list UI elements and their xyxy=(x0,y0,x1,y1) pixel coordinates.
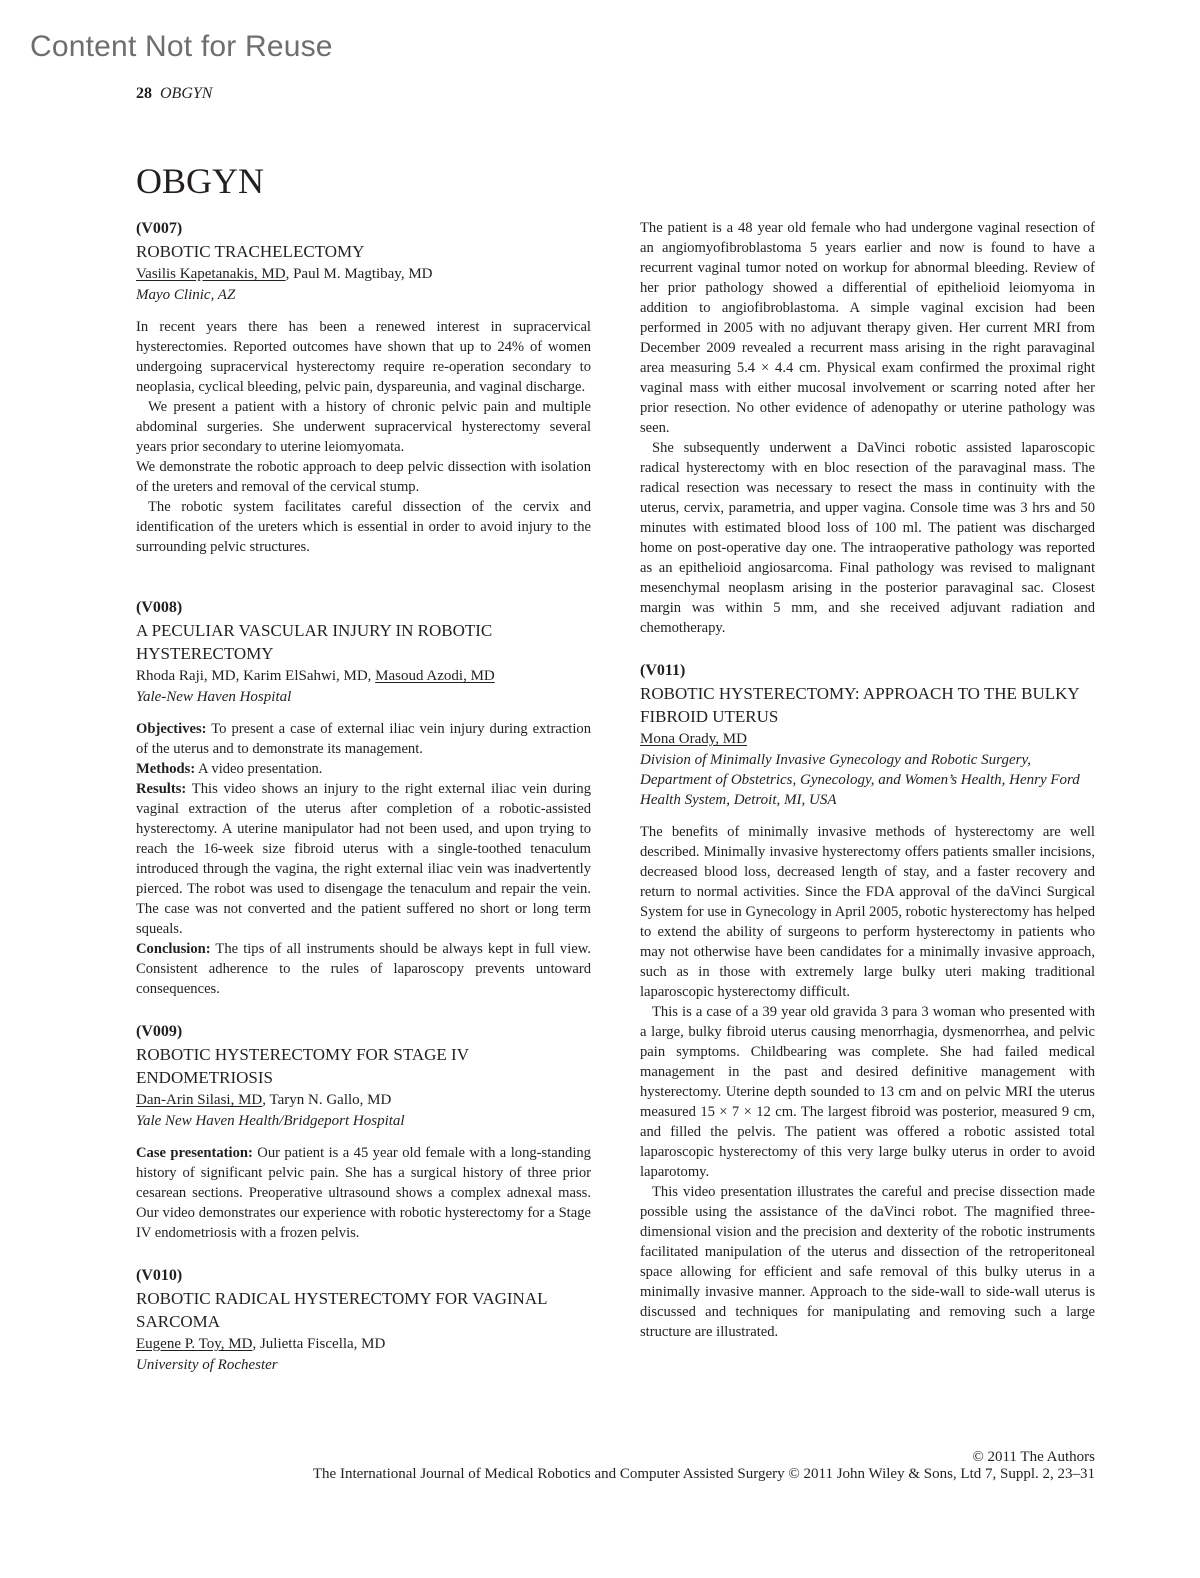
presenting-author: Masoud Azodi, MD xyxy=(375,668,495,684)
presenting-author: Mona Orady, MD xyxy=(640,731,747,747)
paragraph: We demonstrate the robotic approach to deep pelvic dissection with isolation of the ureters and removal of the cervical stump. xyxy=(136,459,591,495)
abstract-v008 xyxy=(136,597,591,999)
section-text: Our patient is a 45 year old female with a long-standing history of significant pelvic pain. She has a surgical history of three prior cesarean sections. Preoperative ultrasound shows a complex adnexal mass. Our video demonstrates our experience with robotic hysterectomy for a Stage IV endometriosis with a frozen pelvis. xyxy=(136,1145,591,1241)
paragraph: In recent years there has been a renewed interest in supracervical hysterectomies. Reported outcomes have shown that up to 24% of women undergoing supracervical hysterectomy require re-operation secondary to neoplasia, cyclical bleeding, pelvic pain, dyspareunia, and vaginal discharge. xyxy=(136,319,591,395)
presenting-author: Eugene P. Toy, MD xyxy=(136,1336,253,1352)
watermark: Content Not for Reuse xyxy=(30,30,333,63)
abstract-code: (V007) xyxy=(136,220,183,237)
paragraph: This is a case of a 39 year old gravida 3 para 3 woman who presented with a large, bulky fibroid uterus causing menorrhagia, dysmenorrhea, and pelvic pain symptoms. Childbearing was complete. She had failed medical management in the past and desired definitive management with hysterectomy. Uterine depth sounded to 13 cm and on pelvic MRI the uterus measured 15 × 7 × 12 cm. The largest fibroid was posterior, measured 9 cm, and filled the pelvis. The patient was offered a robotic assisted total laparoscopic hysterectomy of this very large bulky uterus in order to avoid laparotomy. xyxy=(640,1004,1095,1180)
co-authors: Rhoda Raji, MD, Karim ElSahwi, MD, xyxy=(136,668,376,684)
abstract-affiliation: Yale New Haven Health/Bridgeport Hospital xyxy=(136,1113,405,1129)
section-label: Results: xyxy=(136,781,187,797)
co-authors: , Taryn N. Gallo, MD xyxy=(262,1092,392,1108)
abstract-v011 xyxy=(640,660,1095,1342)
section-label: Objectives: xyxy=(136,721,207,737)
abstract-affiliation: Division of Minimally Invasive Gynecology and Robotic Surgery, Department of Obstetrics, Gynecology, and Women’s Health, Henry Ford Health System, Detroit, MI, USA xyxy=(640,752,1080,808)
paragraph: The patient is a 48 year old female who had undergone vaginal resection of an angiomyofibroblastoma 5 years earlier and now is found to have a recurrent vaginal tumor noted on workup for abnormal bleeding. Review of her prior pathology showed a differential of epithelioid leiomyoma in addition to angiofibroblastoma. A simple vaginal excision had been performed in 2005 with no adjuvant therapy given. Her current MRI from December 2009 revealed a recurrent mass arising in the right paravaginal area measuring 5.4 × 4.4 cm. Physical exam confirmed the proximal right vaginal mass with either mucosal involvement or scarring noted after her prior resection. No other evidence of adenopathy or uterine pathology was seen. xyxy=(640,220,1095,436)
left-column xyxy=(136,218,591,1415)
results-paragraph xyxy=(136,779,591,939)
abstract-authors xyxy=(136,1089,591,1111)
abstract-title: ROBOTIC RADICAL HYSTERECTOMY FOR VAGINAL SARCOMA xyxy=(136,1289,547,1331)
abstract-body xyxy=(136,1143,591,1243)
running-head xyxy=(136,85,212,103)
abstract-body xyxy=(136,719,591,999)
section-text: A video presentation. xyxy=(195,761,323,777)
abstract-title: ROBOTIC TRACHELECTOMY xyxy=(136,242,365,261)
abstract-affiliation: Mayo Clinic, AZ xyxy=(136,287,236,303)
co-authors: , Paul M. Magtibay, MD xyxy=(285,266,433,282)
case-paragraph xyxy=(136,1143,591,1243)
abstract-code: (V011) xyxy=(640,662,686,679)
section-text: The tips of all instruments should be always kept in full view. Consistent adherence to the rules of laparoscopy prevents untoward consequences. xyxy=(136,941,591,997)
right-column xyxy=(640,218,1095,1382)
section-title: OBGYN xyxy=(136,161,265,201)
section-text: This video shows an injury to the right external iliac vein during vaginal extraction of the uterus after completion of a robotic-assisted hysterectomy. A uterine manipulator had not been used, and upon trying to reach the 16-week size fibroid uterus with a single-toothed tenaculum introduced through the vagina, the right external iliac vein was inadvertently pierced. The robot was used to disengage the tenaculum and repair the vein. The case was not converted and the patient suffered no short or long term squeals. xyxy=(136,781,591,937)
objectives-paragraph xyxy=(136,719,591,759)
paragraph: This video presentation illustrates the careful and precise dissection made possible using the assistance of the daVinci robot. The magnified three-dimensional vision and the precision and dexterity of the robotic instruments facilitated manipulation of the uterus and dissection of the retroperitoneal space allowing for efficient and safe removal of this bulky uterus in a minimally invasive manner. Approach to the side-wall to side-wall uterus is discussed and techniques for manipulating and removing such a large structure are illustrated. xyxy=(640,1184,1095,1340)
section-text: To present a case of external iliac vein injury during extraction of the uterus and to demonstrate its management. xyxy=(136,721,591,757)
abstract-affiliation: Yale-New Haven Hospital xyxy=(136,689,292,705)
abstract-code: (V009) xyxy=(136,1023,183,1040)
abstract-v010-body xyxy=(640,218,1095,638)
copyright-line: © 2011 The Authors xyxy=(972,1449,1095,1465)
co-authors: , Julietta Fiscella, MD xyxy=(252,1336,386,1352)
abstract-v007 xyxy=(136,218,591,557)
abstract-body xyxy=(136,317,591,557)
paragraph: We present a patient with a history of chronic pelvic pain and multiple abdominal surgeries. She underwent supracervical hysterectomy several years prior secondary to uterine leiomyomata. xyxy=(136,399,591,455)
abstract-body xyxy=(640,218,1095,638)
abstract-v010-header xyxy=(136,1265,591,1375)
abstract-title: ROBOTIC HYSTERECTOMY: APPROACH TO THE BULKY FIBROID UTERUS xyxy=(640,684,1080,726)
section-label: Conclusion: xyxy=(136,941,211,957)
abstract-body xyxy=(640,822,1095,1342)
abstract-code: (V008) xyxy=(136,599,183,616)
abstract-authors xyxy=(136,263,591,285)
paragraph: The robotic system facilitates careful dissection of the cervix and identification of the ureters which is essential in order to avoid injury to the surrounding pelvic structures. xyxy=(136,499,591,555)
abstract-authors xyxy=(640,728,1095,750)
abstract-title: A PECULIAR VASCULAR INJURY IN ROBOTIC HYSTERECTOMY xyxy=(136,621,493,663)
section-label: Methods: xyxy=(136,761,196,777)
abstract-title: ROBOTIC HYSTERECTOMY FOR STAGE IV ENDOMETRIOSIS xyxy=(136,1045,469,1087)
abstract-authors xyxy=(136,665,591,687)
page-number: 28 xyxy=(136,85,152,102)
paragraph: The benefits of minimally invasive methods of hysterectomy are well described. Minimally invasive hysterectomy offers patients smaller incisions, decreased blood loss, decreased length of stay, and a faster recovery and return to normal activities. Since the FDA approval of the daVinci Surgical System for use in Gynecology in April 2005, robotic hysterectomy has helped to extend the ability of surgeons to perform hysterectomy in patients who may not otherwise have been candidates for a minimally invasive approach, such as in those with extremely large bulky uteri making traditional laparoscopic hysterectomy difficult. xyxy=(640,824,1095,1000)
presenting-author: Dan-Arin Silasi, MD xyxy=(136,1092,263,1108)
abstract-code: (V010) xyxy=(136,1267,183,1284)
abstract-v009 xyxy=(136,1021,591,1243)
page-footer xyxy=(313,1449,1095,1483)
abstract-authors xyxy=(136,1333,591,1355)
conclusion-paragraph xyxy=(136,939,591,999)
section-label: Case presentation: xyxy=(136,1145,253,1161)
methods-paragraph xyxy=(136,759,591,779)
presenting-author: Vasilis Kapetanakis, MD xyxy=(136,266,286,282)
abstract-affiliation: University of Rochester xyxy=(136,1357,278,1373)
running-head-title: OBGYN xyxy=(160,85,213,102)
paragraph: She subsequently underwent a DaVinci robotic assisted laparoscopic radical hysterectomy with en bloc resection of the paravaginal mass. The radical resection was necessary to resect the mass in continuity with the uterus, cervix, parametria, and upper vagina. Console time was 3 hrs and 50 minutes with estimated blood loss of 100 ml. The patient was discharged home on post-operative day one. The intraoperative pathology was reported as an epithelioid angiosarcoma. Final pathology was revised to malignant mesenchymal neoplasm arising in the posterior paravaginal sac. Closest margin was within 5 mm, and she received adjuvant radiation and chemotherapy. xyxy=(640,440,1095,636)
journal-citation: The International Journal of Medical Robotics and Computer Assisted Surgery © 2011 John Wiley & Sons, Ltd 7, Suppl. 2, 23–31 xyxy=(312,1466,1095,1482)
